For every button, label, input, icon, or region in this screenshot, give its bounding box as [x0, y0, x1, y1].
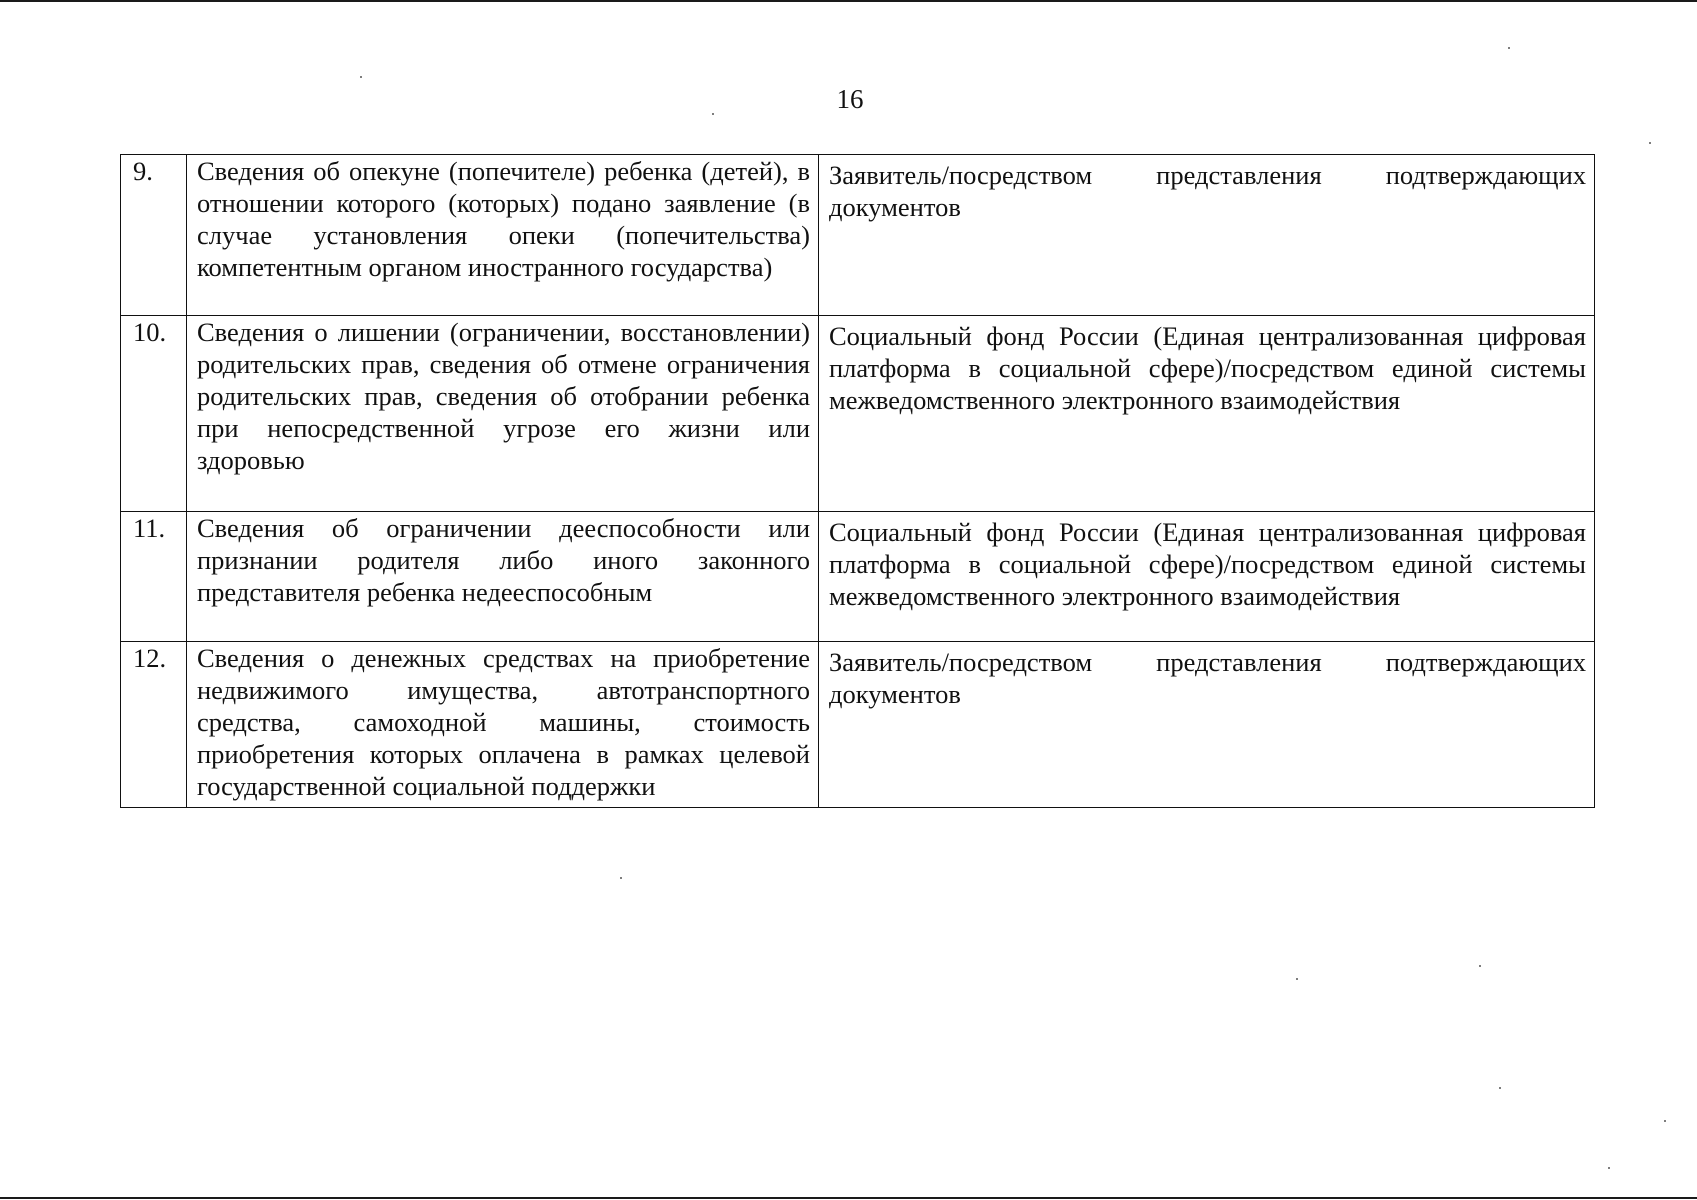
- row-source: Социальный фонд России (Единая централизованная цифровая платформа в социальной сфере)/посредством единой системы межведомственного электронного взаимодействия: [819, 512, 1595, 642]
- scan-speck: [712, 113, 714, 115]
- scan-speck: [1649, 142, 1651, 144]
- row-description: Сведения об опекуне (попечителе) ребенка (детей), в отношении которого (которых) подано заявление (в случае установления опеки (попечительства) компетентным органом иностранного государства): [187, 155, 819, 316]
- row-source: Социальный фонд России (Единая централизованная цифровая платформа в социальной сфере)/посредством единой системы межведомственного электронного взаимодействия: [819, 316, 1595, 512]
- row-description: Сведения о денежных средствах на приобретение недвижимого имущества, автотранспортного средства, самоходной машины, стоимость приобретения которых оплачена в рамках целевой государственной социальной поддержки: [187, 642, 819, 808]
- scan-edge-top: [0, 0, 1697, 2]
- scan-speck: [620, 877, 622, 879]
- scan-edge-bottom: [0, 1197, 1697, 1199]
- table-row: [121, 155, 1595, 316]
- scan-speck: [1664, 1120, 1666, 1122]
- row-description: Сведения об ограничении дееспособности или признании родителя либо иного законного представителя ребенка недееспособным: [187, 512, 819, 642]
- row-number: 11.: [121, 512, 187, 642]
- table-row: [121, 512, 1595, 642]
- scan-speck: [1508, 47, 1510, 49]
- scan-speck: [360, 76, 362, 78]
- row-number: 9.: [121, 155, 187, 316]
- row-number: 12.: [121, 642, 187, 808]
- scan-speck: [1479, 965, 1481, 967]
- row-number: 10.: [121, 316, 187, 512]
- page-number: 16: [836, 84, 864, 114]
- row-description: Сведения о лишении (ограничении, восстановлении) родительских прав, сведения об отмене ограничения родительских прав, сведения об отобрании ребенка при непосредственной угрозе его жизни или здоровью: [187, 316, 819, 512]
- table-row: [121, 642, 1595, 808]
- table-row: [121, 316, 1595, 512]
- scan-speck: [1499, 1087, 1501, 1089]
- scan-speck: [1608, 1167, 1610, 1169]
- documents-table: [120, 154, 1595, 808]
- row-source: Заявитель/посредством представления подтверждающих документов: [819, 155, 1595, 316]
- scan-speck: [1296, 978, 1298, 980]
- row-source: Заявитель/посредством представления подтверждающих документов: [819, 642, 1595, 808]
